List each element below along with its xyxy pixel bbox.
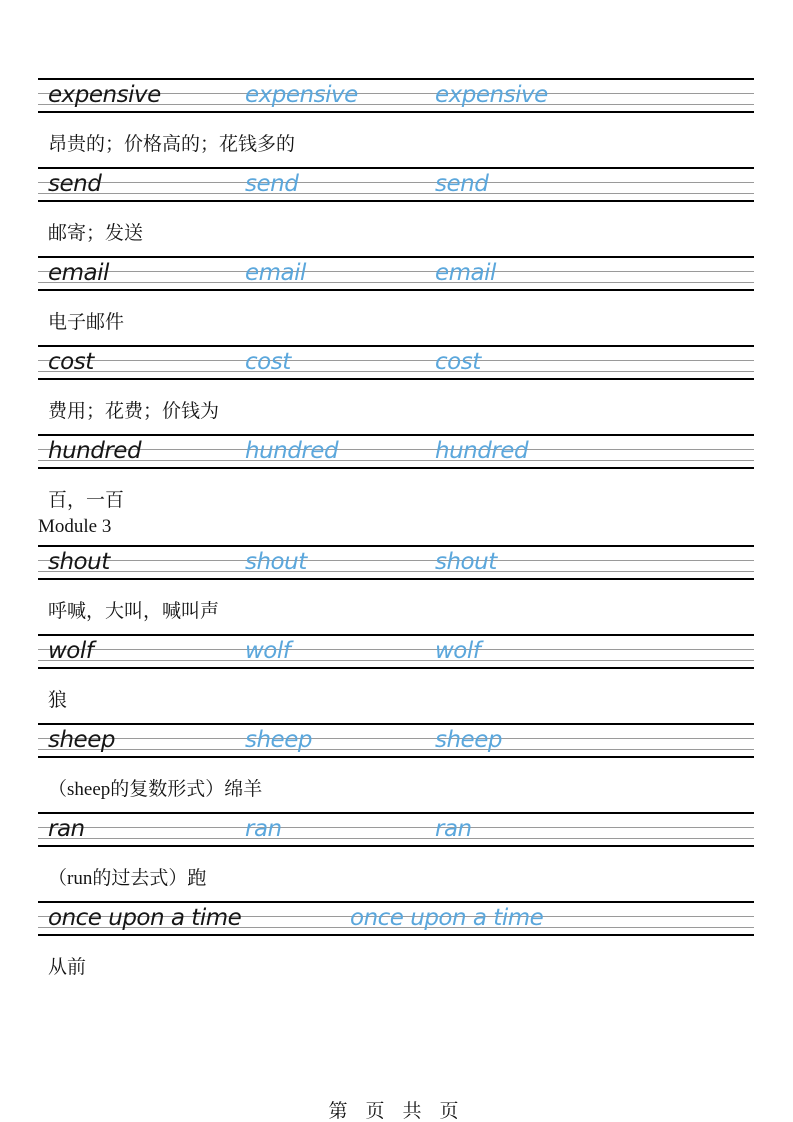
- vocab-entry: [38, 256, 754, 333]
- vocab-word: ran: [48, 816, 85, 842]
- guideline-bottom: [38, 289, 754, 291]
- definition-text: （sheep的复数形式）绵羊: [48, 779, 263, 800]
- guideline-baseline: [38, 460, 754, 461]
- vocab-word: wolf: [48, 638, 94, 664]
- guideline-top: [38, 545, 754, 547]
- vocab-entry: [38, 434, 754, 537]
- guideline-upper: [38, 360, 754, 361]
- trace-word-1: cost: [245, 349, 291, 375]
- vocab-entry: [38, 723, 754, 800]
- definition-text: 百，一百: [48, 490, 125, 511]
- definition-text: 费用；花费；价钱为: [48, 401, 220, 422]
- vocab-entry: [38, 167, 754, 244]
- guideline-bottom: [38, 578, 754, 580]
- guideline-upper: [38, 738, 754, 739]
- guideline-baseline: [38, 749, 754, 750]
- guideline-baseline: [38, 571, 754, 572]
- trace-word-1: shout: [245, 549, 307, 575]
- guideline-upper: [38, 182, 754, 183]
- trace-word-1: hundred: [245, 438, 339, 464]
- guideline-top: [38, 167, 754, 169]
- guideline-top: [38, 434, 754, 436]
- trace-word-2: wolf: [435, 638, 481, 664]
- trace-word-2: expensive: [435, 82, 548, 108]
- guideline-bottom: [38, 378, 754, 380]
- vocab-word: cost: [48, 349, 94, 375]
- guideline-baseline: [38, 282, 754, 283]
- guideline-bottom: [38, 845, 754, 847]
- handwriting-row: [38, 345, 754, 380]
- guideline-bottom: [38, 200, 754, 202]
- guideline-upper: [38, 560, 754, 561]
- guideline-top: [38, 723, 754, 725]
- guideline-baseline: [38, 193, 754, 194]
- definition-text: 呼喊，大叫，喊叫声: [48, 601, 220, 622]
- vocab-word: expensive: [48, 82, 161, 108]
- trace-word-1: send: [245, 171, 299, 197]
- vocab-word: hundred: [48, 438, 142, 464]
- guideline-bottom: [38, 756, 754, 758]
- trace-word-1: expensive: [245, 82, 358, 108]
- guideline-baseline: [38, 371, 754, 372]
- handwriting-row: [38, 434, 754, 469]
- trace-word-1: once upon a time: [350, 905, 544, 931]
- vocab-word: shout: [48, 549, 110, 575]
- guideline-top: [38, 812, 754, 814]
- handwriting-row: [38, 812, 754, 847]
- trace-word-2: email: [435, 260, 496, 286]
- trace-word-2: shout: [435, 549, 497, 575]
- vocab-word: once upon a time: [48, 905, 242, 931]
- vocab-entry: [38, 345, 754, 422]
- handwriting-row: [38, 545, 754, 580]
- vocab-entry: [38, 78, 754, 155]
- definition-text: 从前: [48, 957, 87, 978]
- guideline-upper: [38, 827, 754, 828]
- trace-word-2: sheep: [435, 727, 502, 753]
- definition-text: 狼: [48, 690, 68, 711]
- handwriting-row: [38, 78, 754, 113]
- guideline-bottom: [38, 467, 754, 469]
- module-heading: Module 3: [38, 516, 112, 537]
- guideline-top: [38, 345, 754, 347]
- guideline-upper: [38, 649, 754, 650]
- vocab-word: sheep: [48, 727, 115, 753]
- guideline-top: [38, 634, 754, 636]
- definition-text: 昂贵的；价格高的；花钱多的: [48, 134, 296, 155]
- handwriting-row: [38, 723, 754, 758]
- guideline-upper: [38, 449, 754, 450]
- guideline-top: [38, 256, 754, 258]
- trace-word-2: send: [435, 171, 489, 197]
- vocab-word: email: [48, 260, 109, 286]
- vocab-entry: [38, 812, 754, 889]
- handwriting-row: [38, 167, 754, 202]
- trace-word-1: sheep: [245, 727, 312, 753]
- trace-word-2: cost: [435, 349, 481, 375]
- vocab-entry: [38, 634, 754, 711]
- entries: [38, 78, 754, 990]
- guideline-baseline: [38, 660, 754, 661]
- definition-text: （run的过去式）跑: [48, 868, 207, 889]
- definition-text: 电子邮件: [48, 312, 125, 333]
- trace-word-1: wolf: [245, 638, 291, 664]
- vocab-word: send: [48, 171, 102, 197]
- guideline-bottom: [38, 667, 754, 669]
- trace-word-2: hundred: [435, 438, 529, 464]
- definition-text: 邮寄；发送: [48, 223, 144, 244]
- handwriting-row: [38, 634, 754, 669]
- guideline-upper: [38, 271, 754, 272]
- trace-word-1: ran: [245, 816, 282, 842]
- vocab-entry: [38, 901, 754, 978]
- trace-word-1: email: [245, 260, 306, 286]
- trace-word-2: ran: [435, 816, 472, 842]
- vocab-entry: [38, 545, 754, 622]
- page-footer: 第 页 共 页: [328, 1100, 465, 1122]
- guideline-baseline: [38, 838, 754, 839]
- handwriting-row: [38, 901, 754, 936]
- handwriting-row: [38, 256, 754, 291]
